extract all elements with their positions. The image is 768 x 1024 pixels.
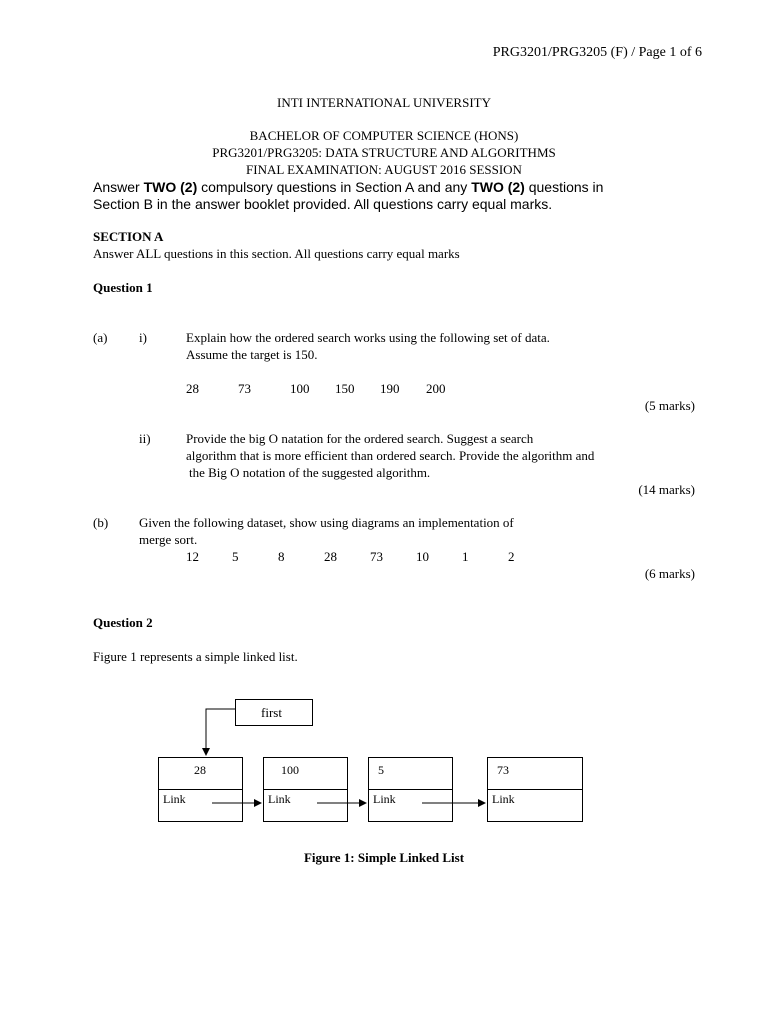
data-value: 190 [380, 381, 400, 396]
data-value: 73 [238, 381, 251, 396]
page-reference: PRG3201/PRG3205 (F) / Page 1 of 6 [492, 45, 702, 60]
data-value: 10 [416, 549, 429, 564]
sub-ii-marks: (14 marks) [638, 482, 695, 497]
list-node-1 [158, 757, 243, 822]
instr-text: Answer [93, 179, 144, 195]
part-a-label: (a) [93, 330, 108, 345]
first-pointer-box [235, 699, 313, 726]
sub-i-line-2: Assume the target is 150. [186, 347, 318, 362]
figure-caption: Figure 1: Simple Linked List [303, 850, 465, 865]
sub-ii-label: ii) [139, 431, 151, 446]
sub-ii-line-3: the Big O notation of the suggested algorithm. [189, 465, 431, 480]
sub-ii-line-2: algorithm that is more efficient than ordered search. Provide the algorithm and [186, 448, 595, 463]
data-value: 100 [290, 381, 310, 396]
node-value: 5 [378, 763, 384, 777]
node-link-label: Link [163, 792, 186, 806]
node-value: 28 [194, 763, 206, 777]
node-value: 100 [281, 763, 299, 777]
programme-name: BACHELOR OF COMPUTER SCIENCE (HONS) [249, 128, 519, 143]
instr-text: questions in [524, 179, 604, 195]
data-value: 73 [370, 549, 383, 564]
node-value: 73 [497, 763, 509, 777]
part-b-label: (b) [93, 515, 109, 530]
node-link-label: Link [373, 792, 396, 806]
sub-i-label: i) [139, 330, 147, 345]
part-b-marks: (6 marks) [644, 566, 695, 581]
data-value: 5 [232, 549, 239, 564]
list-node-3 [368, 757, 453, 822]
data-value: 1 [462, 549, 469, 564]
section-a-note: Answer ALL questions in this section. All questions carry equal marks [93, 246, 460, 261]
sub-i-marks: (5 marks) [644, 398, 695, 413]
data-value: 12 [186, 549, 199, 564]
sub-i-line-1: Explain how the ordered search works using the following set of data. [186, 330, 550, 345]
data-value: 2 [508, 549, 515, 564]
question-2-intro: Figure 1 represents a simple linked list. [93, 649, 298, 664]
data-value: 28 [186, 381, 199, 396]
instructions-line-2: Section B in the answer booklet provided. All questions carry equal marks. [93, 196, 553, 212]
course-title: PRG3201/PRG3205: DATA STRUCTURE AND ALGORITHMS [212, 145, 556, 160]
question-1-heading: Question 1 [93, 280, 153, 295]
sub-ii-line-1: Provide the big O natation for the ordered search. Suggest a search [186, 431, 534, 446]
list-node-4 [487, 757, 583, 822]
node-data-cell [159, 758, 242, 790]
section-a-heading: SECTION A [93, 229, 164, 244]
data-value: 8 [278, 549, 285, 564]
first-label: first [261, 705, 282, 720]
question-2-heading: Question 2 [93, 615, 153, 630]
part-b-line-1: Given the following dataset, show using diagrams an implementation of [139, 515, 514, 530]
node-link-label: Link [268, 792, 291, 806]
data-value: 150 [335, 381, 355, 396]
node-link-label: Link [492, 792, 515, 806]
node-data-cell [488, 758, 582, 790]
first-pointer-arrow [206, 709, 235, 755]
list-node-2 [263, 757, 348, 822]
part-b-line-2: merge sort. [139, 532, 198, 547]
instr-text: compulsory questions in Section A and any [197, 179, 472, 195]
node-data-cell [264, 758, 347, 790]
data-value: 28 [324, 549, 337, 564]
university-name: INTI INTERNATIONAL UNIVERSITY [277, 95, 491, 110]
instr-bold: TWO (2) [471, 179, 525, 195]
node-data-cell [369, 758, 452, 790]
exam-session: FINAL EXAMINATION: AUGUST 2016 SESSION [246, 162, 522, 177]
instr-bold: TWO (2) [143, 179, 198, 195]
data-value: 200 [426, 381, 446, 396]
